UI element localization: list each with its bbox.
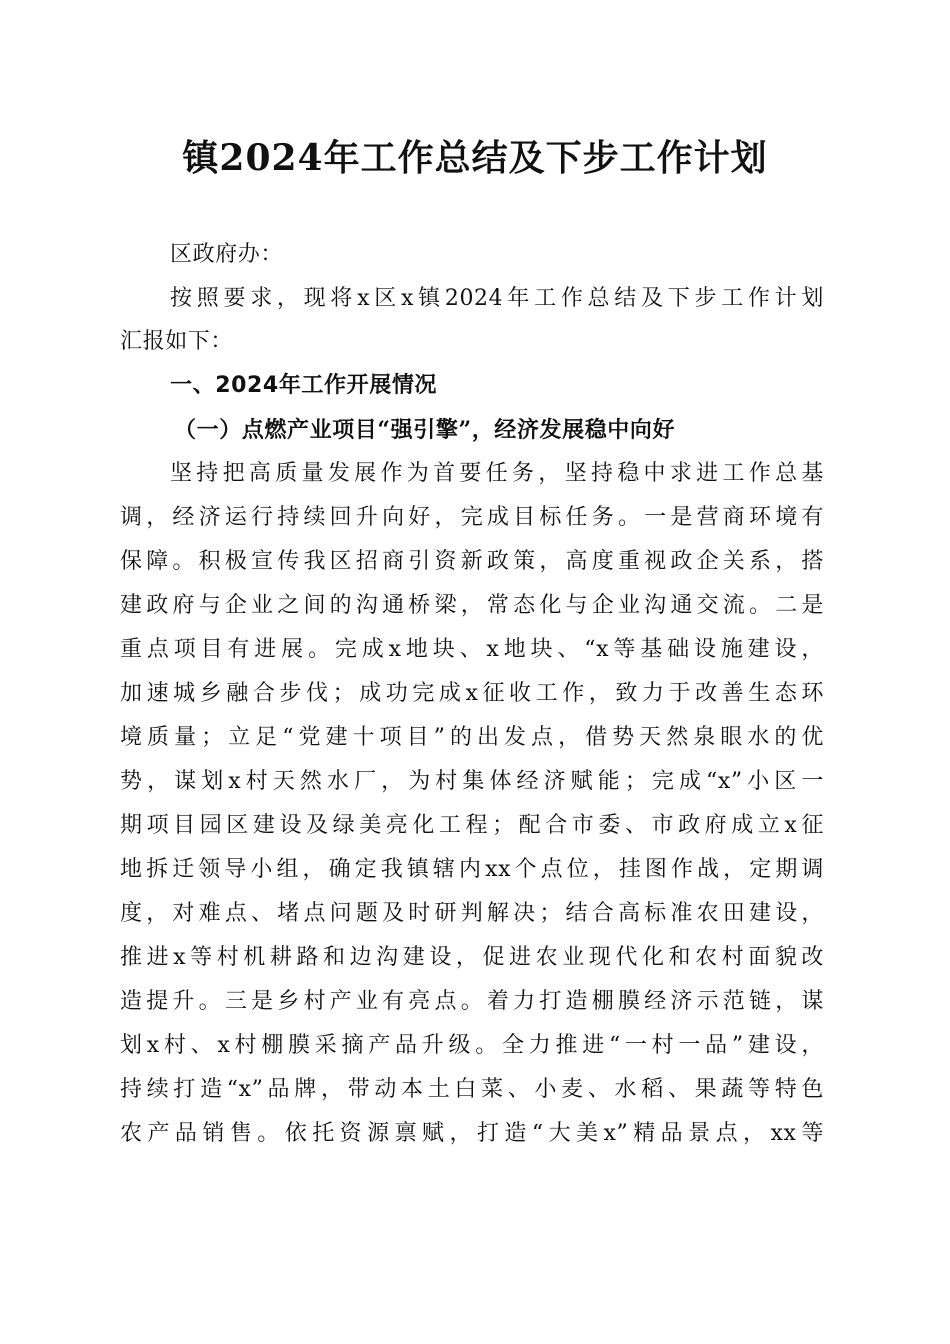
body-line: 势，谋划x村天然水厂，为村集体经济赋能；完成“x”小区一 (120, 769, 824, 794)
body-line: 坚持把高质量发展作为首要任务，坚持稳中求进工作总基 (170, 461, 824, 486)
section-heading: 一、2024年工作开展情况 (170, 373, 438, 398)
addressee: 区政府办： (170, 242, 284, 267)
body-line: 调，经济运行持续回升向好，完成目标任务。一是营商环境有 (120, 505, 824, 530)
body-line: 推进x等村机耕路和边沟建设，促进农业现代化和农村面貌改 (120, 945, 824, 970)
body-line: 保障。积极宣传我区招商引资新政策，高度重视政企关系，搭 (120, 549, 824, 574)
body-line: 地拆迁领导小组，确定我镇辖内xx个点位，挂图作战，定期调 (120, 857, 824, 882)
body-line: 建政府与企业之间的沟通桥梁，常态化与企业沟通交流。二是 (120, 593, 824, 618)
body-line: 期项目园区建设及绿美亮化工程；配合市委、市政府成立x征 (120, 813, 824, 838)
body-line: 重点项目有进展。完成x地块、x地块、“x等基础设施建设， (120, 637, 824, 662)
intro-line-2: 汇报如下： (120, 329, 234, 354)
body-line: 加速城乡融合步伐；成功完成x征收工作，致力于改善生态环 (120, 681, 824, 706)
body-line: 持续打造“x”品牌，带动本土白菜、小麦、水稻、果蔬等特色 (120, 1077, 824, 1102)
document-title: 镇2024年工作总结及下步工作计划 (182, 137, 768, 179)
body-line: 划x村、x村棚膜采摘产品升级。全力推进“一村一品”建设， (120, 1033, 824, 1058)
intro-line-1: 按照要求，现将x区x镇2024年工作总结及下步工作计划 (170, 286, 824, 311)
body-line: 造提升。三是乡村产业有亮点。着力打造棚膜经济示范链，谋 (120, 989, 824, 1014)
body-line: 境质量；立足“党建十项目”的出发点，借势天然泉眼水的优 (120, 725, 824, 750)
section-subheading: （一）点燃产业项目“强引擎”，经济发展稳中向好 (174, 417, 676, 443)
body-line: 度，对难点、堵点问题及时研判解决；结合高标准农田建设， (120, 901, 824, 926)
body-line: 农产品销售。依托资源禀赋，打造“大美x”精品景点，xx等 (120, 1121, 824, 1146)
